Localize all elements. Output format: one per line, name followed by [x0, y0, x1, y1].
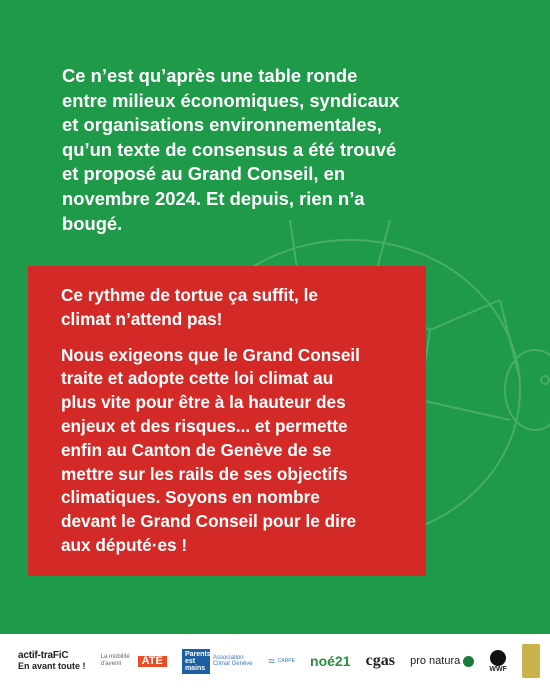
- intro-line: bougé.: [62, 212, 123, 234]
- body-line: enfin au Canton de Genève de se: [61, 439, 332, 460]
- partner-logos-bar: [0, 634, 550, 688]
- body-line: traite et adopte cette loi climat au: [61, 368, 334, 389]
- intro-line: Ce n’est qu’après une table ronde: [62, 65, 358, 86]
- body-line: climatiques. Soyons en nombre: [61, 487, 320, 508]
- ate-tagline: La mobilité d’avenir: [100, 654, 130, 667]
- partner-emblem-icon: [522, 644, 540, 678]
- cgas-name: cgas: [365, 652, 395, 669]
- actif-trafic-name: actif-traFiC: [18, 650, 69, 661]
- wwf-name: WWF: [489, 665, 507, 673]
- ate-logo: [101, 654, 167, 668]
- cgas-logo: [366, 652, 395, 670]
- carpe-name: CARPE: [277, 658, 295, 664]
- carpe-fish-icon: ≈: [268, 654, 275, 668]
- noe21-name: noé21: [310, 653, 351, 669]
- carpe-logo: [268, 654, 295, 668]
- body-line: enjeux et des risques... et permette: [61, 415, 348, 436]
- intro-line: novembre 2024. Et depuis, rien n’a: [62, 187, 365, 209]
- body-line: devant le Grand Conseil pour le dire: [61, 511, 357, 532]
- ate-mark: ATE: [138, 656, 167, 667]
- actif-trafic-logo: [18, 651, 86, 671]
- intro-line: et proposé au Grand Conseil, en: [62, 163, 346, 185]
- climat-geneve-mark: Parents est mains: [182, 649, 210, 674]
- demand-heading: [61, 284, 398, 332]
- pro-natura-icon: [463, 656, 474, 667]
- intro-line: qu’un texte de consensus a été trouvé: [62, 138, 397, 160]
- intro-line: entre milieux économiques, syndicaux: [62, 89, 400, 111]
- climat-geneve-logo: [182, 649, 253, 674]
- body-line: Nous exigeons que le Grand Conseil: [61, 344, 360, 365]
- intro-text: [62, 64, 502, 236]
- heading-line: Ce rythme de tortue ça suffit, le: [61, 285, 318, 305]
- intro-line: et organisations environnementales,: [62, 114, 382, 136]
- body-line: aux député·es !: [61, 534, 188, 555]
- body-line: mettre sur les rails de ses objectifs: [61, 463, 348, 484]
- pro-natura-name: pro natura: [410, 655, 461, 667]
- actif-trafic-tagline: En avant toute !: [18, 661, 86, 671]
- wwf-logo: [489, 650, 507, 673]
- panda-icon: [490, 650, 506, 666]
- climat-geneve-name: Association Climat Genève: [212, 655, 253, 667]
- pro-natura-logo: [410, 655, 474, 667]
- heading-line: climat n’attend pas!: [61, 308, 223, 329]
- body-line: plus vite pour être à la hauteur des: [61, 392, 346, 413]
- demand-box: [28, 266, 426, 576]
- noe21-logo: [310, 653, 350, 669]
- demand-body: [61, 344, 398, 558]
